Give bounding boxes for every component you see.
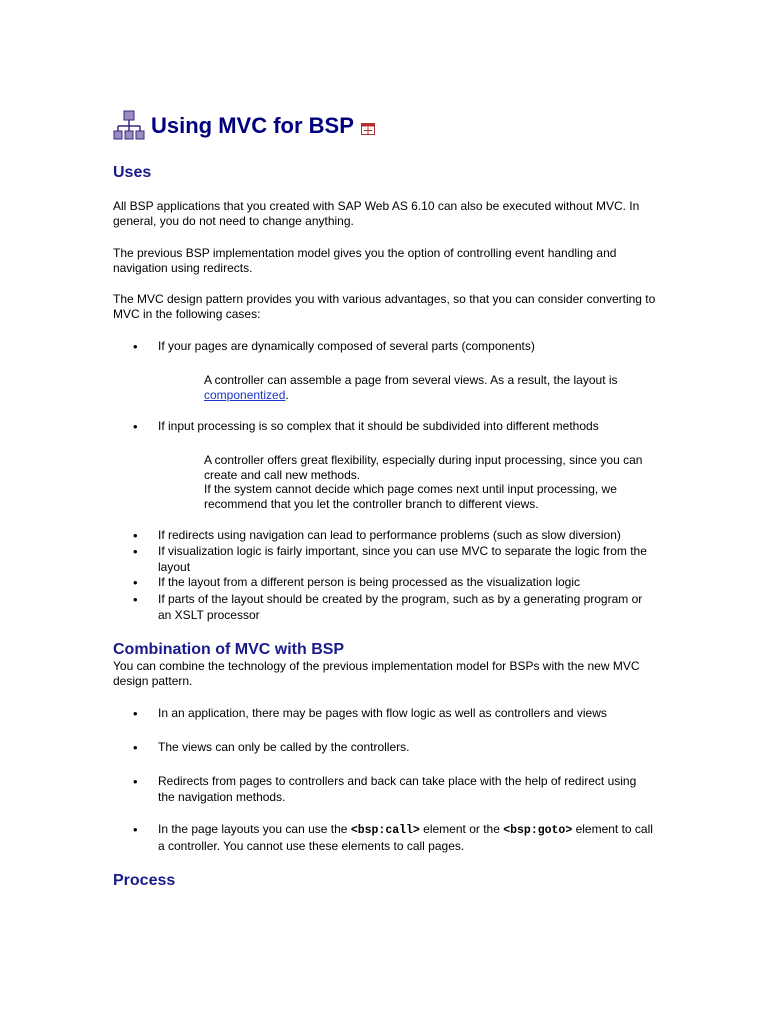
bsp-call-code: <bsp:call> [350,824,420,837]
list-item-text: If the layout from a different person is being processed as the visualization logic [158,575,581,589]
list-item-text: If redirects using navigation can lead to performance problems (such as slow diversion) [158,528,621,542]
list-item-text: If input processing is so complex that it should be subdivided into different methods [158,419,599,433]
hierarchy-icon [113,110,145,142]
uses-paragraph-1: All BSP applications that you created with SAP Web AS 6.10 can also be executed without MVC. In general, you do not need to change anything. [113,199,640,228]
section-heading-uses: Uses [113,164,152,181]
bullet-marker: • [133,740,138,755]
list-item-text: In an application, there may be pages with flow logic as well as controllers and views [158,706,607,720]
uses-paragraph-3: The MVC design pattern provides you with various advantages, so that you can consider converting to MVC in the following cases: [113,292,656,321]
list-item-text: If visualization logic is fairly important, since you can use MVC to separate the logic from the layout [158,544,647,574]
detail-text: If the system cannot decide which page comes next until input processing, we recommend that you let the controller branch to different views. [204,482,617,511]
section-heading-combination: Combination of MVC with BSP [113,641,345,658]
list-item-detail [204,453,654,511]
detail-text: A controller can assemble a page from several views. As a result, the layout is [204,373,618,387]
list-item-text: Redirects from pages to controllers and back can take place with the help of redirect using the navigation methods. [158,774,637,804]
page-title-row [113,108,375,144]
detail-suffix: . [285,387,289,402]
bullet-marker: • [133,419,138,434]
list-item-text [158,822,653,854]
list-item-text: The views can only be called by the controllers. [158,740,410,754]
bullet-marker: • [133,592,138,607]
bullet-marker: • [133,544,138,559]
componentized-link[interactable]: componentized [204,387,286,402]
list-item-text: If your pages are dynamically composed of several parts (components) [158,339,535,353]
bullet-marker: • [133,575,138,590]
text-segment: element or the [419,822,504,836]
external-link-icon[interactable] [361,123,375,135]
section-heading-process: Process [113,872,176,889]
text-segment: element to call a controller. You cannot use these elements to call pages. [158,822,653,853]
page-title: Using MVC for BSP [151,113,354,138]
combination-intro: You can combine the technology of the previous implementation model for BSPs with the new MVC design pattern. [113,659,640,688]
detail-text: A controller offers great flexibility, especially during input processing, since you can create and call new methods. [204,453,643,482]
bullet-marker: • [133,528,138,543]
bullet-marker: • [133,706,138,721]
list-item-detail [204,373,654,402]
text-segment: In the page layouts you can use the [158,822,351,836]
bullet-marker: • [133,339,138,354]
list-item-text: If parts of the layout should be created by the program, such as by a generating program or an XSLT processor [158,592,643,622]
uses-paragraph-2: The previous BSP implementation model gives you the option of controlling event handling and navigation using redirects. [113,246,617,275]
bullet-marker: • [133,822,138,837]
bullet-marker: • [133,774,138,789]
bsp-goto-code: <bsp:goto> [503,824,573,837]
